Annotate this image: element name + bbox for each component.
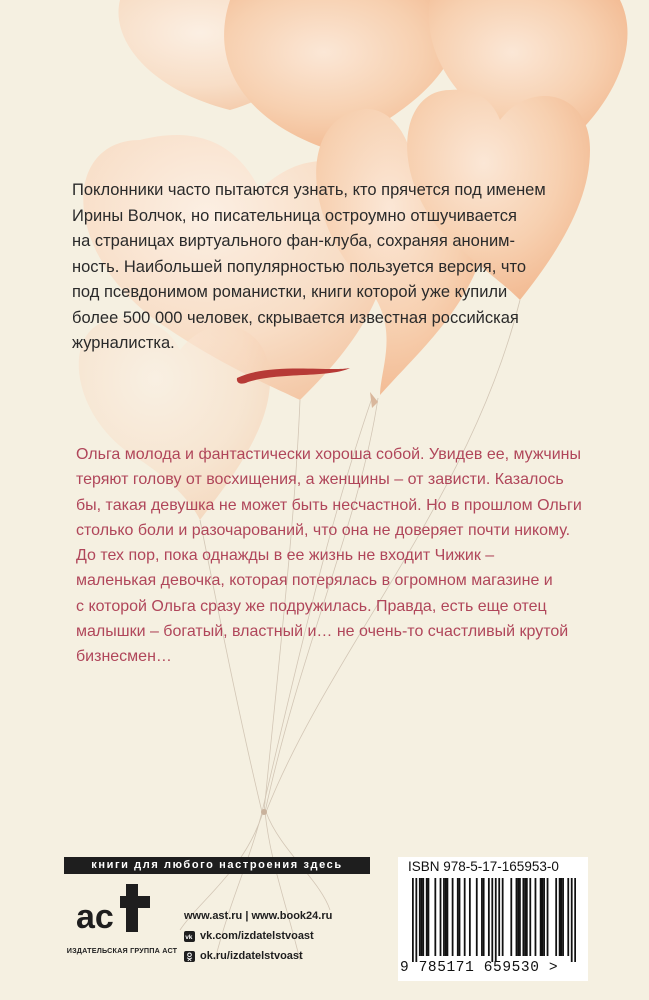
barcode-bar (522, 878, 524, 956)
text-line: более 500 000 человек, скрывается известная российская (72, 308, 519, 327)
websites-row (184, 906, 332, 926)
text-line: под псевдонимом романистки, книги которой уже купили (72, 283, 508, 301)
barcode-panel (398, 857, 588, 981)
text-line: с которой Ольга сразу же подружилась. Правда, есть еще отец (76, 597, 547, 615)
barcode-bar (516, 878, 518, 956)
barcode-bar (422, 878, 424, 956)
barcode (412, 878, 576, 962)
websites-text[interactable]: www.ast.ru | www.book24.ru (184, 910, 333, 922)
barcode-bar (519, 878, 521, 956)
barcode-bar (555, 878, 557, 956)
text-line: бизнесмен… (76, 648, 172, 666)
vk-link[interactable]: vk.com/izdatelstvoast (200, 930, 314, 942)
text-line: До тех пор, пока однажды в ее жизнь не входит Чижик – (76, 547, 495, 565)
barcode-bar (464, 878, 466, 956)
odnoklassniki-icon (184, 951, 195, 962)
barcode-bar (421, 878, 423, 956)
barcode-bar (488, 878, 490, 956)
barcode-bar (535, 878, 537, 956)
barcode-bar (447, 878, 449, 956)
barcode-digits: 9 785171 659530 > (400, 960, 559, 976)
barcode-bar (567, 878, 569, 956)
publisher-links (184, 906, 332, 966)
barcode-bar (562, 878, 564, 956)
text-line: Поклонники часто пытаются узнать, кто прячется под именем (72, 181, 546, 199)
publisher-name: ИЗДАТЕЛЬСКАЯ ГРУППА АСТ (66, 946, 178, 955)
ok-row[interactable] (184, 946, 332, 966)
barcode-bar (574, 878, 576, 962)
svg-text:ac: ac (76, 898, 114, 936)
barcode-bar (476, 878, 478, 956)
text-line: на страницах виртуального фан-клуба, сохраняя аноним- (72, 232, 516, 250)
barcode-bar (428, 878, 430, 956)
barcode-bar (510, 878, 512, 956)
barcode-bar (543, 878, 545, 956)
barcode-bar (547, 878, 549, 956)
barcode-bar (434, 878, 436, 956)
barcode-bar (495, 878, 497, 962)
barcode-bar (481, 878, 483, 956)
text-line: маленькая девочка, которая потерялась в огромном магазине и (76, 572, 553, 590)
tagline-banner: книги для любого настроения здесь (64, 857, 370, 874)
text-line: Ирины Волчок, но писательница остроумно отшучивается (72, 206, 517, 225)
barcode-bar (517, 878, 519, 956)
text-line: столько боли и разочарований, что она не доверяет почти никому. (76, 521, 571, 539)
barcode-bar (483, 878, 485, 956)
text-line: ность. Наибольшей популярностью пользуется версия, что (72, 257, 527, 276)
barcode-bar (469, 878, 471, 956)
barcode-bar (459, 878, 461, 956)
text-line: теряют голову от восхищения, а женщины – от зависти. Казалось (76, 471, 564, 489)
ok-link[interactable]: ok.ru/izdatelstvoast (200, 950, 303, 962)
svg-text:vk: vk (185, 933, 193, 941)
barcode-bar (498, 878, 500, 956)
barcode-bar (443, 878, 445, 956)
text-line: журналистка. (72, 334, 175, 352)
barcode-bar (529, 878, 531, 956)
barcode-bar (452, 878, 454, 956)
plot-summary (76, 442, 596, 670)
barcode-bar (524, 878, 526, 956)
barcode-bar (559, 878, 561, 956)
vk-icon (184, 931, 195, 942)
barcode-bar (502, 878, 504, 956)
barcode-bar (440, 878, 442, 956)
barcode-bar (560, 878, 562, 956)
text-line: Ольга молода и фантастически хороша собой. Увидев ее, мужчины (76, 446, 581, 463)
barcode-bar (445, 878, 447, 956)
barcode-bar (415, 878, 417, 962)
barcode-bar (491, 878, 493, 962)
vk-row[interactable] (184, 926, 332, 946)
barcode-bar (412, 878, 414, 962)
barcode-bar (457, 878, 459, 956)
author-description (72, 178, 572, 357)
barcode-bar (526, 878, 528, 956)
barcode-bar (571, 878, 573, 962)
barcode-bar (541, 878, 543, 956)
barcode-bar (419, 878, 421, 956)
isbn-text: ISBN 978-5-17-165953-0 (408, 859, 559, 874)
text-line: бы, такая девушка не может быть несчастной. Но в прошлом Ольги (76, 496, 582, 514)
barcode-bar (426, 878, 428, 956)
barcode-bar (540, 878, 542, 956)
ast-logo (74, 882, 166, 942)
text-line: малышки – богатый, властный и… не очень-то счастливый крутой (76, 623, 569, 641)
